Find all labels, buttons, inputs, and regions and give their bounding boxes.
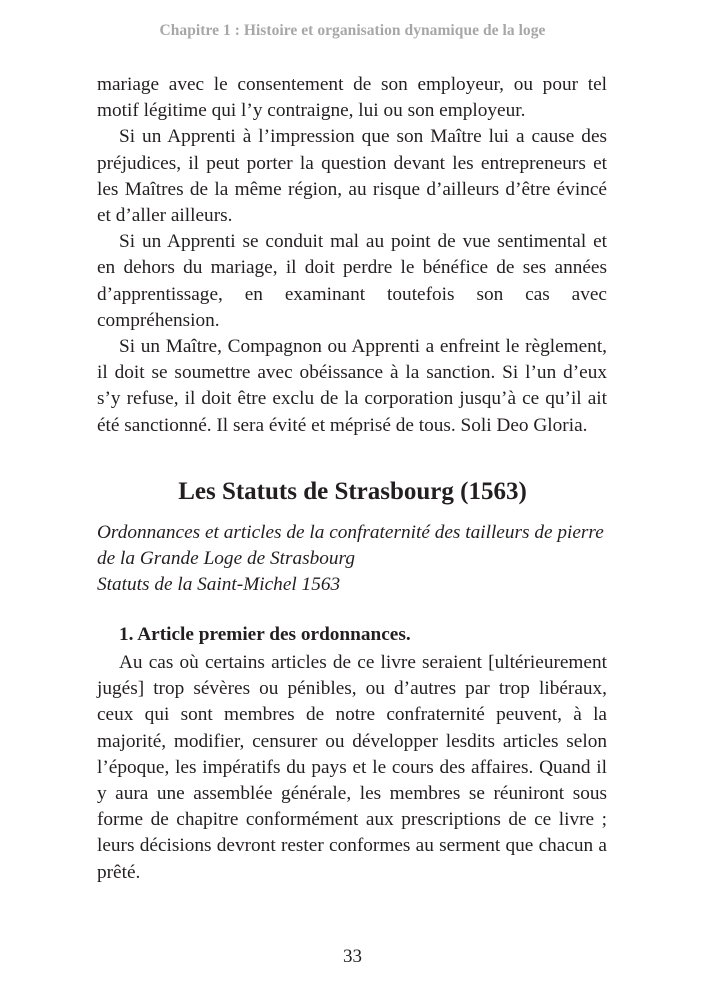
running-head: Chapitre 1 : Histoire et organisation dynamique de la loge	[159, 22, 546, 39]
subtitle-line: Statuts de la Saint-Michel 1563	[97, 574, 341, 596]
page-number: 33	[343, 946, 362, 967]
paragraph: Si un Apprenti à l’impression que son Maître lui a cause des préjudices, il peut porter la question devant les entrepreneurs et les Maîtres de la même région, au risque d’ailleurs d’être évincé et d’aller ailleurs.	[97, 126, 607, 227]
subtitle-line: Ordonnances et articles de la confraternité des tailleurs de pierre	[97, 522, 604, 543]
paragraph: Au cas où certains articles de ce livre seraient [ultérieurement jugés] trop sévères ou pénibles, ou d’autres par trop libéraux, ceux qui sont membres de notre confraternité peuvent, à la majorité, modifier, censurer ou développer lesdits articles selon l’époque, les impératifs du pays et le cours des affaires. Quand il y aura une assemblée générale, les membres se réuniront sous forme de chapitre conformément aux prescriptions de ce livre ; leurs décisions devront rester conformes au serment que chacun a prêté.	[97, 652, 607, 883]
section-subtitle	[97, 520, 617, 599]
paragraph: mariage avec le consentement de son employeur, ou pour tel motif légitime qui l’y contraigne, lui ou son employeur.	[97, 74, 607, 122]
subtitle-line: de la Grande Loge de Strasbourg	[97, 548, 355, 570]
body-text-article	[97, 650, 607, 886]
section-title: Les Statuts de Strasbourg (1563)	[178, 478, 527, 505]
paragraph: Si un Maître, Compagnon ou Apprenti a enfreint le règlement, il doit se soumettre avec obéissance à la sanction. Si l’un d’eux s’y refuse, il doit être exclu de la corporation jusqu’à ce qu’il ait été sanctionné. Il sera évité et méprisé de tous. Soli Deo Gloria.	[97, 336, 607, 436]
article-heading: 1. Article premier des ordonnances.	[119, 624, 411, 645]
paragraph: Si un Apprenti se conduit mal au point de vue sentimental et en dehors du mariage, il doit perdre le bénéfice de ses années d’apprentissage, en examinant toutefois son cas avec compréhension.	[97, 231, 607, 331]
body-text-top	[97, 72, 607, 439]
